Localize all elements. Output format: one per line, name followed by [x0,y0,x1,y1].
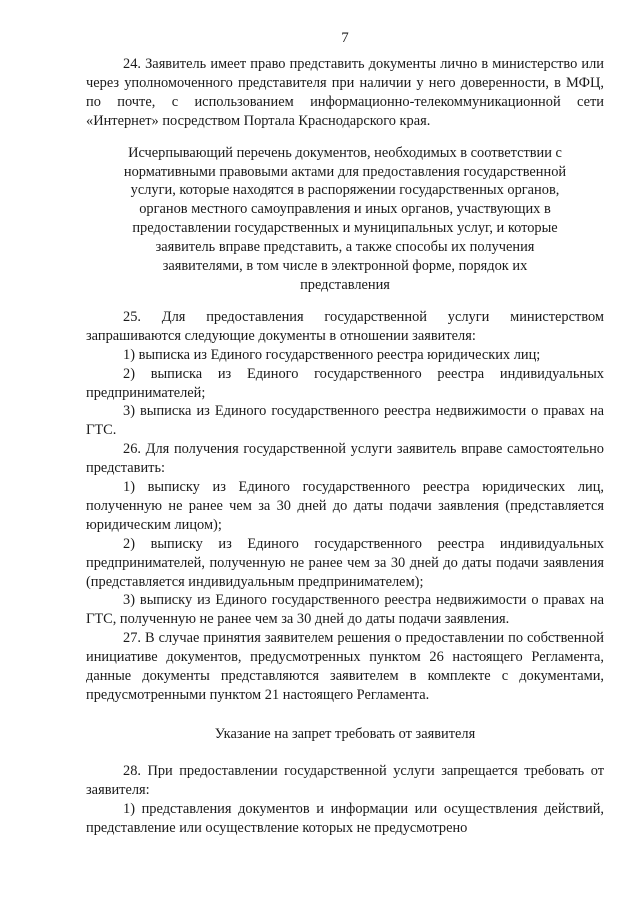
paragraph-28-item-1: 1) представления документов и информации или осуществления действий, представление или осуществление которых не предусмотрено [86,800,604,836]
heading-text: Указание на запрет требовать от заявителя [214,725,476,742]
paragraph-26-item-3: 3) выписку из Единого государственного реестра недвижимости о правах на ГТС, полученную не ранее чем за 30 дней до даты подачи заявления. [86,592,604,628]
paragraph-25-item-2: 2) выписка из Единого государственного реестра индивидуальных предпринимателей; [86,365,604,401]
section-heading-documents [116,144,574,295]
paragraph-26-item-2: 2) выписку из Единого государственного реестра индивидуальных предпринимателей, полученную не ранее чем за 30 дней до даты подачи заявления (представляется индивидуальным предпринимателем); [86,535,604,590]
page-number: 7 [341,30,349,46]
section-heading-prohibition [86,725,604,744]
paragraph-26-item-1: 1) выписку из Единого государственного реестра юридических лиц, полученную не ранее чем за 30 дней до даты подачи заявления (представляется юридическим лицом); [86,479,604,533]
paragraph-25-item-3: 3) выписка из Единого государственного реестра недвижимости о правах на ГТС. [86,403,604,439]
heading-text: Исчерпывающий перечень документов, необходимых в соответствии с нормативными правовыми актами для предоставления государственной услуги, которые находятся в распоряжении государственных органов, органов местного самоуправления и иных органов, участвующих в предоставлении государственных и муниципальных услуг, и которые заявитель вправе представить, а также способы их получения заявителями, в том числе в электронной форме, порядок их представления [123,144,567,293]
paragraph-25-item-1: 1) выписка из Единого государственного реестра юридических лиц; [123,346,541,363]
paragraph-26: 26. Для получения государственной услуги заявитель вправе самостоятельно представить: [86,441,604,477]
paragraph-27: 27. В случае принятия заявителем решения о предоставлении по собственной инициативе документов, предусмотренных пунктом 26 настоящего Регламента, данные документы представляются заявителем в комплекте с документами, предусмотренными пунктом 21 настоящего Регламента. [86,630,604,703]
paragraph-24: 24. Заявитель имеет право представить документы лично в министерство или через уполномоченного представителя при наличии у него доверенности, в МФЦ, по почте, с использованием информационно-телекоммуникационной сети «Интернет» посредством Портала Краснодарского края. [86,56,604,129]
paragraph-25: 25. Для предоставления государственной услуги министерством запрашиваются следующие документы в отношении заявителя: [86,308,604,344]
paragraph-28: 28. При предоставлении государственной услуги запрещается требовать от заявителя: [86,762,604,798]
